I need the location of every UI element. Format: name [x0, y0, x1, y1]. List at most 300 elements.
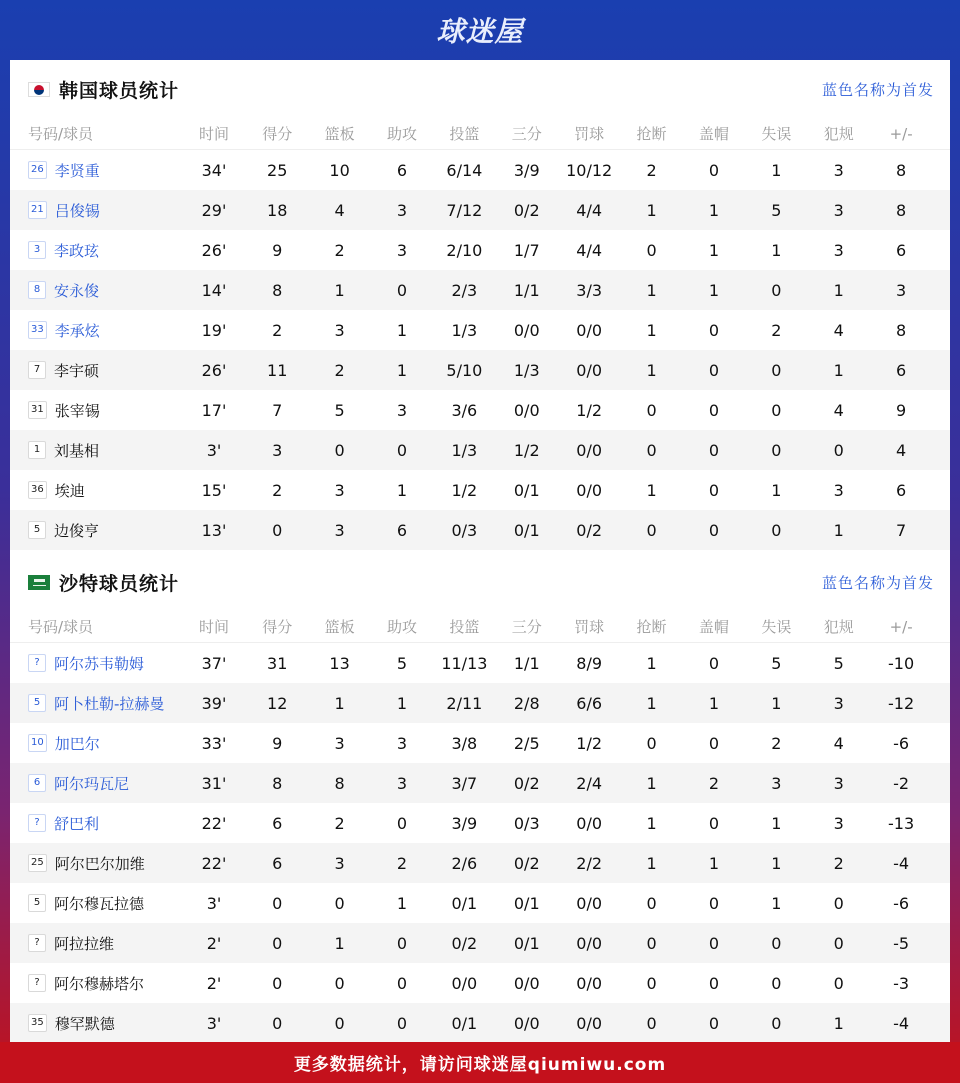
player-row[interactable]: [10, 470, 950, 510]
stat-cell: 3: [334, 320, 345, 340]
section-header: [10, 553, 950, 611]
player-name[interactable]: 李承炫: [54, 321, 100, 340]
player-name[interactable]: 边俊亨: [54, 521, 100, 540]
stat-cell: 6: [896, 240, 907, 260]
stat-cell: 1: [771, 480, 782, 500]
stat-cell: 29': [201, 200, 227, 220]
stat-cell: 0: [646, 733, 657, 753]
stat-cell: 2: [646, 160, 657, 180]
player-cell[interactable]: [10, 853, 182, 874]
player-row[interactable]: [10, 723, 950, 763]
stat-cell: 5/10: [446, 360, 483, 380]
stat-cell: -6: [893, 733, 910, 753]
stat-cell: 4: [833, 320, 844, 340]
player-name[interactable]: 李政玹: [54, 241, 100, 260]
column-header: 投篮: [449, 618, 480, 636]
stat-cell: 0: [833, 973, 844, 993]
stat-cell: 22': [201, 853, 227, 873]
stat-cell: 14': [201, 280, 227, 300]
jersey-number-badge: 7: [28, 361, 46, 379]
stat-cell: 0: [272, 1013, 283, 1033]
stat-cell: 0/0: [576, 973, 603, 993]
column-header: 篮板: [324, 618, 355, 636]
stat-cell: 1: [833, 360, 844, 380]
stat-cell: 12: [267, 693, 288, 713]
column-header: 罚球: [574, 618, 605, 636]
stat-cell: 3/7: [451, 773, 478, 793]
stat-cell: 2/11: [446, 693, 483, 713]
column-header: +/-: [889, 617, 913, 636]
stat-cell: 2: [272, 320, 283, 340]
stat-cell: 0: [396, 1013, 408, 1033]
stat-cell: 0: [646, 893, 657, 913]
stat-cell: 26': [201, 240, 227, 260]
stat-cell: 7/12: [446, 200, 483, 220]
stat-cell: 3: [334, 520, 345, 540]
stat-cell: 3: [396, 400, 408, 420]
player-row[interactable]: [10, 510, 950, 550]
column-header: 助攻: [386, 125, 417, 143]
stat-cell: 1: [646, 813, 657, 833]
stat-cell: 0/0: [576, 440, 603, 460]
stat-cell: 1: [646, 360, 657, 380]
stat-cell: 3: [396, 773, 408, 793]
player-cell[interactable]: [10, 520, 182, 541]
stat-cell: 3: [771, 773, 782, 793]
stat-cell: 0: [833, 893, 844, 913]
player-cell[interactable]: [10, 240, 182, 261]
stat-cell: 0/2: [513, 200, 540, 220]
player-cell[interactable]: [10, 1013, 182, 1034]
stat-cell: 0/3: [513, 813, 540, 833]
stat-cell: -5: [893, 933, 910, 953]
jersey-number-badge: 8: [28, 281, 46, 299]
stat-cell: 0/0: [513, 400, 540, 420]
jersey-number-badge: 5: [28, 694, 46, 712]
player-cell[interactable]: [10, 400, 182, 421]
stat-cell: 4: [833, 733, 844, 753]
stat-cell: 2: [833, 853, 844, 873]
player-row[interactable]: [10, 963, 950, 1003]
stat-cell: 1: [833, 520, 844, 540]
player-row[interactable]: [10, 430, 950, 470]
stat-cell: 1/2: [576, 400, 603, 420]
stat-cell: 9: [272, 240, 283, 260]
stat-cell: 3/9: [513, 160, 540, 180]
stat-cell: 1/3: [451, 320, 478, 340]
jersey-number-badge: 6: [28, 774, 46, 792]
player-row[interactable]: [10, 230, 950, 270]
column-header: 三分: [511, 125, 542, 143]
player-cell[interactable]: [10, 160, 182, 181]
player-cell[interactable]: [10, 653, 182, 674]
player-name[interactable]: 李宇硕: [54, 361, 100, 380]
stat-cell: 0/0: [576, 933, 603, 953]
player-name[interactable]: 阿尔巴尔加维: [54, 854, 145, 873]
player-row[interactable]: [10, 1003, 950, 1043]
stat-cell: 26': [201, 360, 227, 380]
stat-cell: 0: [771, 360, 782, 380]
stat-cell: 8: [896, 320, 907, 340]
column-header: 投篮: [449, 125, 480, 143]
stat-cell: 0: [771, 933, 782, 953]
stat-cell: 0: [708, 320, 720, 340]
stat-cell: 0: [708, 520, 720, 540]
stat-cell: 0/0: [513, 973, 540, 993]
stat-cell: 4: [334, 200, 345, 220]
stat-cell: 1/1: [513, 653, 540, 673]
stat-cell: 3: [833, 480, 844, 500]
column-header: 三分: [511, 618, 542, 636]
stat-cell: -4: [893, 1013, 910, 1033]
player-name[interactable]: 李贤重: [54, 161, 100, 180]
stat-cell: 2': [206, 933, 222, 953]
stats-card: [10, 60, 950, 1042]
stat-cell: 2/4: [576, 773, 603, 793]
stat-cell: 2': [206, 973, 222, 993]
stat-cell: -6: [893, 893, 910, 913]
jersey-number-badge: 10: [28, 734, 47, 752]
stat-cell: 1: [646, 280, 657, 300]
section-title: 沙特球员统计: [59, 572, 180, 595]
stat-cell: 3': [206, 1013, 222, 1033]
jersey-number-badge: 26: [28, 161, 47, 179]
stat-cell: 5: [771, 200, 782, 220]
stat-cell: 1/7: [513, 240, 540, 260]
column-header: 得分: [262, 618, 293, 636]
stat-cell: 8: [272, 280, 283, 300]
stat-cell: 0/1: [513, 520, 540, 540]
stat-cell: 1/3: [513, 360, 540, 380]
stat-cell: 0/0: [576, 480, 603, 500]
stat-cell: 7: [896, 520, 907, 540]
column-header: 号码/球员: [28, 618, 94, 636]
stat-cell: 9: [896, 400, 907, 420]
stat-cell: 1: [334, 280, 345, 300]
stat-cell: 19': [201, 320, 227, 340]
player-name[interactable]: 吕俊锡: [54, 201, 100, 220]
stat-cell: 1: [396, 320, 408, 340]
stat-cell: 10: [329, 160, 350, 180]
player-cell[interactable]: [10, 480, 182, 501]
footer-banner[interactable]: [0, 1042, 960, 1083]
stat-cell: 0: [396, 280, 408, 300]
stat-cell: 3/8: [451, 733, 478, 753]
stat-cell: 10/12: [566, 160, 613, 180]
stat-cell: 8: [272, 773, 283, 793]
stat-cell: 0: [272, 933, 283, 953]
stat-cell: 13: [329, 653, 350, 673]
stat-cell: 6/14: [446, 160, 483, 180]
stat-cell: 1: [334, 933, 345, 953]
brand-logo-text: 球迷屋: [436, 15, 524, 48]
stat-cell: 2/3: [451, 280, 478, 300]
player-cell[interactable]: [10, 693, 182, 714]
stat-cell: 8: [334, 773, 345, 793]
team-section-saudi: [10, 553, 950, 1043]
player-name[interactable]: 埃迪: [54, 481, 85, 500]
stat-cell: 1: [646, 693, 657, 713]
stat-cell: 1: [646, 480, 657, 500]
stat-cell: 0/3: [451, 520, 478, 540]
stat-cell: 6: [396, 520, 408, 540]
player-cell[interactable]: [10, 813, 182, 834]
jersey-number-badge: 25: [28, 854, 47, 872]
column-header: 号码/球员: [28, 125, 94, 143]
stat-cell: 0/0: [451, 973, 478, 993]
stat-cell: 0: [272, 973, 283, 993]
stat-cell: 3/9: [451, 813, 478, 833]
stat-cell: 0/0: [513, 1013, 540, 1033]
player-row[interactable]: [10, 923, 950, 963]
jersey-number-badge: ?: [28, 814, 46, 832]
stat-cell: 0: [833, 933, 844, 953]
stat-cell: 0/0: [576, 893, 603, 913]
column-header: 抢断: [636, 618, 667, 636]
stat-cell: 11/13: [441, 653, 488, 673]
player-row[interactable]: [10, 310, 950, 350]
stat-cell: 1: [771, 853, 782, 873]
stat-cell: 0: [708, 893, 720, 913]
stat-cell: 3/6: [451, 400, 478, 420]
player-name[interactable]: 安永俊: [54, 281, 100, 300]
player-cell[interactable]: [10, 733, 182, 754]
stat-cell: 5: [396, 653, 408, 673]
stat-cell: 0: [708, 480, 720, 500]
stat-cell: 15': [201, 480, 227, 500]
table-header: [10, 118, 950, 150]
stat-cell: 6: [272, 853, 283, 873]
stat-cell: 1: [771, 240, 782, 260]
stat-cell: 0: [396, 440, 408, 460]
stat-cell: -2: [893, 773, 910, 793]
stat-cell: 0: [708, 813, 720, 833]
player-cell[interactable]: [10, 440, 182, 461]
column-header: +/-: [889, 124, 913, 143]
stat-cell: 1: [396, 693, 408, 713]
player-cell[interactable]: [10, 200, 182, 221]
stat-cell: 1/3: [451, 440, 478, 460]
player-name[interactable]: 阿尔穆赫塔尔: [54, 974, 145, 993]
stat-cell: 1: [646, 653, 657, 673]
stat-cell: 3': [206, 440, 222, 460]
stat-cell: -12: [888, 693, 915, 713]
stat-cell: 0/0: [576, 1013, 603, 1033]
stat-cell: 34': [201, 160, 227, 180]
stat-cell: 0: [646, 400, 657, 420]
stat-cell: 0: [646, 240, 657, 260]
stat-cell: 0: [771, 440, 782, 460]
player-name[interactable]: 阿拉拉维: [54, 934, 115, 953]
stat-cell: 1: [708, 693, 720, 713]
jersey-number-badge: 5: [28, 521, 46, 539]
stat-cell: 0: [396, 813, 408, 833]
stat-cell: 1: [708, 280, 720, 300]
stat-cell: 2: [708, 773, 720, 793]
stat-cell: 1: [334, 693, 345, 713]
column-header: 罚球: [574, 125, 605, 143]
stat-cell: 0/2: [576, 520, 603, 540]
stat-cell: 0: [646, 1013, 657, 1033]
stat-cell: 39': [201, 693, 227, 713]
player-row[interactable]: [10, 643, 950, 683]
team-section-korea: [10, 60, 950, 550]
stat-cell: 25: [267, 160, 288, 180]
stat-cell: 3: [833, 693, 844, 713]
stat-cell: 11: [267, 360, 288, 380]
stat-cell: -4: [893, 853, 910, 873]
stat-cell: 1: [646, 773, 657, 793]
stat-cell: 33': [201, 733, 227, 753]
stat-cell: 2/8: [513, 693, 540, 713]
stat-cell: 0: [334, 893, 345, 913]
player-cell[interactable]: [10, 280, 182, 301]
stat-cell: 2: [771, 733, 782, 753]
stat-cell: 8: [896, 160, 907, 180]
stat-cell: 5: [833, 653, 844, 673]
player-name[interactable]: 阿尔玛瓦尼: [54, 774, 130, 793]
player-name[interactable]: 舒巴利: [54, 814, 100, 833]
stat-cell: 0: [708, 440, 720, 460]
player-name[interactable]: 张宰锡: [54, 401, 100, 420]
stat-cell: -10: [888, 653, 915, 673]
stat-cell: 0: [396, 933, 408, 953]
section-title: 韩国球员统计: [59, 79, 180, 102]
jersey-number-badge: ?: [28, 654, 46, 672]
stat-cell: 6: [396, 160, 408, 180]
saudi-flag-icon: [28, 575, 50, 590]
stat-cell: -13: [888, 813, 915, 833]
player-row[interactable]: [10, 150, 950, 190]
stat-cell: 4: [833, 400, 844, 420]
jersey-number-badge: ?: [28, 934, 46, 952]
stat-cell: 1: [708, 240, 720, 260]
stat-cell: 3: [833, 160, 844, 180]
player-row[interactable]: [10, 843, 950, 883]
player-row[interactable]: [10, 683, 950, 723]
stat-cell: 31': [201, 773, 227, 793]
stat-cell: 8/9: [576, 653, 603, 673]
jersey-number-badge: 21: [28, 201, 47, 219]
stat-cell: 6: [896, 480, 907, 500]
sword-mark: [33, 585, 46, 586]
stat-cell: 2: [272, 480, 283, 500]
stat-cell: 0: [771, 1013, 782, 1033]
stat-cell: 0: [771, 400, 782, 420]
column-header: 时间: [198, 618, 229, 636]
player-row[interactable]: [10, 803, 950, 843]
stat-cell: 3: [396, 240, 408, 260]
stat-cell: 1/1: [513, 280, 540, 300]
player-row[interactable]: [10, 390, 950, 430]
player-name[interactable]: 阿尔苏韦勒姆: [54, 654, 145, 673]
player-cell[interactable]: [10, 320, 182, 341]
stat-cell: 0: [646, 933, 657, 953]
stat-cell: 0/0: [513, 320, 540, 340]
stat-cell: 0/2: [513, 773, 540, 793]
player-row[interactable]: [10, 270, 950, 310]
player-cell[interactable]: [10, 973, 182, 994]
stat-cell: 18: [267, 200, 288, 220]
player-name[interactable]: 阿尔穆瓦拉德: [54, 894, 145, 913]
stat-cell: 1: [771, 813, 782, 833]
player-row[interactable]: [10, 763, 950, 803]
stat-cell: 0/1: [513, 480, 540, 500]
stat-cell: 6/6: [576, 693, 603, 713]
stat-cell: 0: [708, 733, 720, 753]
column-header: 抢断: [636, 125, 667, 143]
jersey-number-badge: 36: [28, 481, 47, 499]
player-row[interactable]: [10, 190, 950, 230]
stat-cell: 1: [771, 160, 782, 180]
stat-cell: 4/4: [576, 200, 603, 220]
stat-cell: 4/4: [576, 240, 603, 260]
player-row[interactable]: [10, 350, 950, 390]
stat-cell: 0: [334, 440, 345, 460]
stat-cell: 2: [334, 240, 345, 260]
stat-cell: 0/0: [576, 813, 603, 833]
stat-cell: 0: [708, 360, 720, 380]
stat-cell: 2/5: [513, 733, 540, 753]
player-cell[interactable]: [10, 360, 182, 381]
stat-cell: 17': [201, 400, 227, 420]
jersey-number-badge: 33: [28, 321, 47, 339]
stat-cell: 2: [334, 360, 345, 380]
player-cell[interactable]: [10, 893, 182, 914]
stat-cell: 0: [272, 520, 283, 540]
stat-cell: 0: [708, 933, 720, 953]
stat-cell: 2: [771, 320, 782, 340]
stat-cell: 0: [771, 973, 782, 993]
stat-cell: 13': [201, 520, 227, 540]
stat-cell: 9: [272, 733, 283, 753]
stat-cell: 3: [833, 773, 844, 793]
stat-cell: 0: [708, 973, 720, 993]
stat-cell: 0: [771, 280, 782, 300]
player-cell[interactable]: [10, 933, 182, 954]
stat-cell: 0: [334, 973, 345, 993]
stat-cell: 0: [833, 440, 844, 460]
stat-cell: 0: [396, 973, 408, 993]
stat-cell: 1: [708, 853, 720, 873]
stat-cell: 0: [646, 440, 657, 460]
jersey-number-badge: 1: [28, 441, 46, 459]
stat-cell: 5: [771, 653, 782, 673]
jersey-number-badge: ?: [28, 974, 46, 992]
player-name[interactable]: 刘基相: [54, 441, 100, 460]
stat-cell: 1: [646, 320, 657, 340]
stat-cell: 7: [272, 400, 283, 420]
player-name[interactable]: 加巴尔: [54, 734, 100, 753]
stat-cell: 0: [646, 973, 657, 993]
column-header: 时间: [198, 125, 229, 143]
stat-cell: 1: [833, 280, 844, 300]
stat-cell: 2/2: [576, 853, 603, 873]
stat-cell: 0: [646, 520, 657, 540]
stat-cell: 3: [896, 280, 907, 300]
column-header: 犯规: [823, 618, 854, 636]
player-name[interactable]: 穆罕默德: [54, 1014, 115, 1033]
stat-cell: 3: [833, 240, 844, 260]
stat-cell: 0: [771, 520, 782, 540]
stat-cell: 3: [396, 200, 408, 220]
player-row[interactable]: [10, 883, 950, 923]
stat-cell: 22': [201, 813, 227, 833]
column-header: 篮板: [324, 125, 355, 143]
player-cell[interactable]: [10, 773, 182, 794]
player-name[interactable]: 阿卜杜勒-拉赫曼: [54, 694, 165, 713]
stat-cell: 5: [334, 400, 345, 420]
